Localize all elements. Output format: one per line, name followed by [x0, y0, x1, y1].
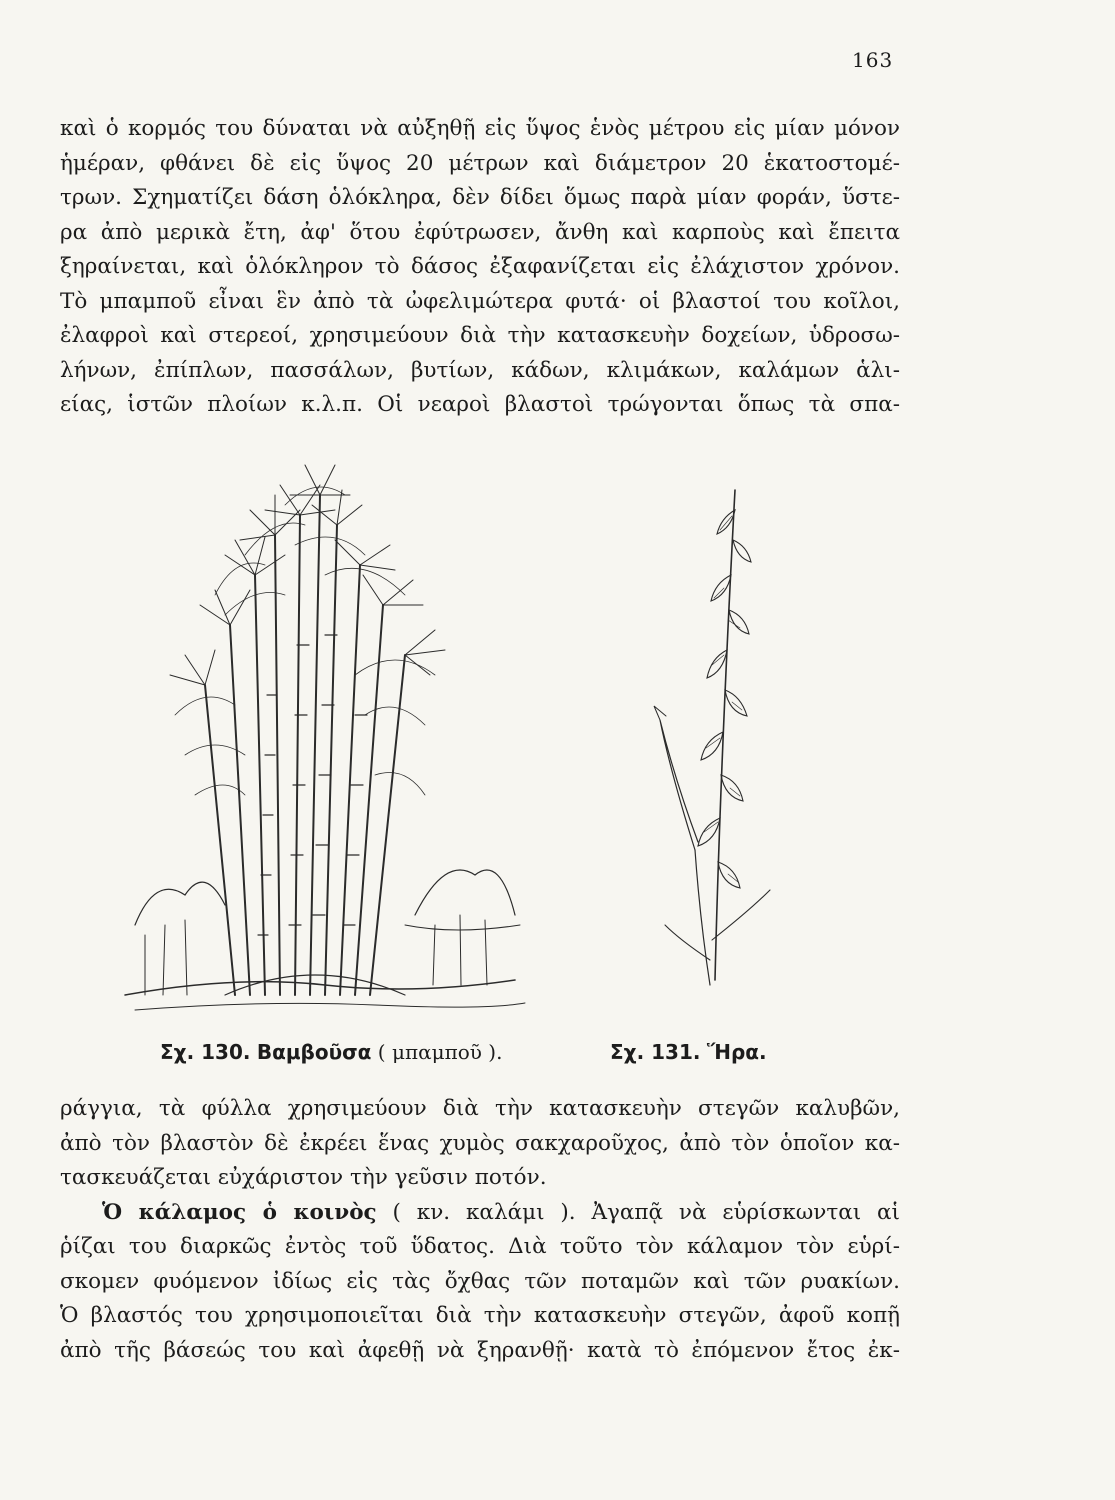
text-line: ξηραίνεται, καὶ ὁλόκληρον τὸ δάσος ἐξαφανίζεται εἰς ἐλάχιστον χρόνον.: [60, 254, 900, 279]
figure-131-caption: [610, 1040, 767, 1064]
text-line: Τὸ μπαμποῦ εἶναι ἓν ἀπὸ τὰ ὠφελιμώτερα φυτά· οἱ βλαστοί του κοῖλοι,: [60, 288, 900, 314]
reed-common-name: ( κν. καλάμι ). Ἀγαπᾷ νὰ εὑρίσκωνται αἱ: [376, 1199, 900, 1225]
text-line-heading: [60, 1196, 900, 1231]
text-line: είας, ἱστῶν πλοίων κ.λ.π. Οἱ νεαροὶ βλαστοὶ τρώγονται ὅπως τὰ σπα-: [60, 392, 900, 417]
bottom-paragraph: [60, 1092, 900, 1368]
figure-130-common-name: ( μπαμποῦ ).: [377, 1040, 503, 1064]
figure-131-title: Ἥρα.: [706, 1040, 767, 1064]
text-line: σκομεν φυόμενον ἰδίως εἰς τὰς ὄχθας τῶν ποταμῶν καὶ τῶν ρυακίων.: [60, 1268, 900, 1294]
text-line: ρα ἀπὸ μερικὰ ἔτη, ἀφ' ὅτου ἐφύτρωσεν, ἄνθη καὶ καρποὺς καὶ ἔπειτα: [60, 219, 900, 245]
figure-130-title: Βαμβοῦσα: [256, 1040, 372, 1064]
figure-130-caption: [160, 1040, 502, 1064]
text-line: τρων. Σχηματίζει δάση ὁλόκληρα, δὲν δίδει ὅμως παρὰ μίαν φοράν, ὕστε-: [60, 185, 900, 210]
text-line: ἀπὸ τῆς βάσεώς του καὶ ἀφεθῇ νὰ ξηρανθῇ· κατὰ τὸ ἐπόμενον ἔτος ἐκ-: [60, 1337, 900, 1363]
text-line: ἀπὸ τὸν βλαστὸν δὲ ἐκρέει ἕνας χυμὸς σακχαροῦχος, ἀπὸ τὸν ὁποῖον κα-: [60, 1130, 900, 1156]
text-line: λήνων, ἐπίπλων, πασσάλων, βυτίων, κάδων, κλιμάκων, καλάμων ἁλι-: [60, 357, 900, 383]
text-line: ἐλαφροὶ καὶ στερεοί, χρησιμεύουν διὰ τὴν κατασκευὴν δοχείων, ὑδροσω-: [60, 323, 900, 348]
text-line: τασκευάζεται εὐχάριστον τὴν γεῦσιν ποτόν.: [60, 1165, 547, 1190]
bamboo-illustration: [115, 455, 535, 1025]
text-line: καὶ ὁ κορμός του δύναται νὰ αὐξηθῇ εἰς ὕψος ἑνὸς μέτρου εἰς μίαν μόνον: [60, 116, 900, 141]
figure-131-number: Σχ. 131.: [610, 1040, 701, 1064]
text-line: ἡμέραν, φθάνει δὲ εἰς ὕψος 20 μέτρων καὶ διάμετρον 20 ἑκατοστομέ-: [60, 150, 900, 176]
reed-heading: Ὁ κάλαμος ὁ κοινὸς: [102, 1199, 377, 1225]
hera-grass-illustration: [640, 470, 790, 990]
text-line: Ὁ βλαστός του χρησιμοποιεῖται διὰ τὴν κατασκευὴν στεγῶν, ἀφοῦ κοπῇ: [60, 1303, 900, 1328]
top-paragraph: [60, 112, 900, 423]
figure-130-number: Σχ. 130.: [160, 1040, 251, 1064]
text-line: ράγγια, τὰ φύλλα χρησιμεύουν διὰ τὴν κατασκευὴν στεγῶν καλυβῶν,: [60, 1096, 900, 1121]
page-number: 163: [852, 48, 894, 72]
text-line: ῥίζαι του διαρκῶς ἐντὸς τοῦ ὕδατος. Διὰ τοῦτο τὸν κάλαμον τὸν εὑρί-: [60, 1234, 900, 1259]
